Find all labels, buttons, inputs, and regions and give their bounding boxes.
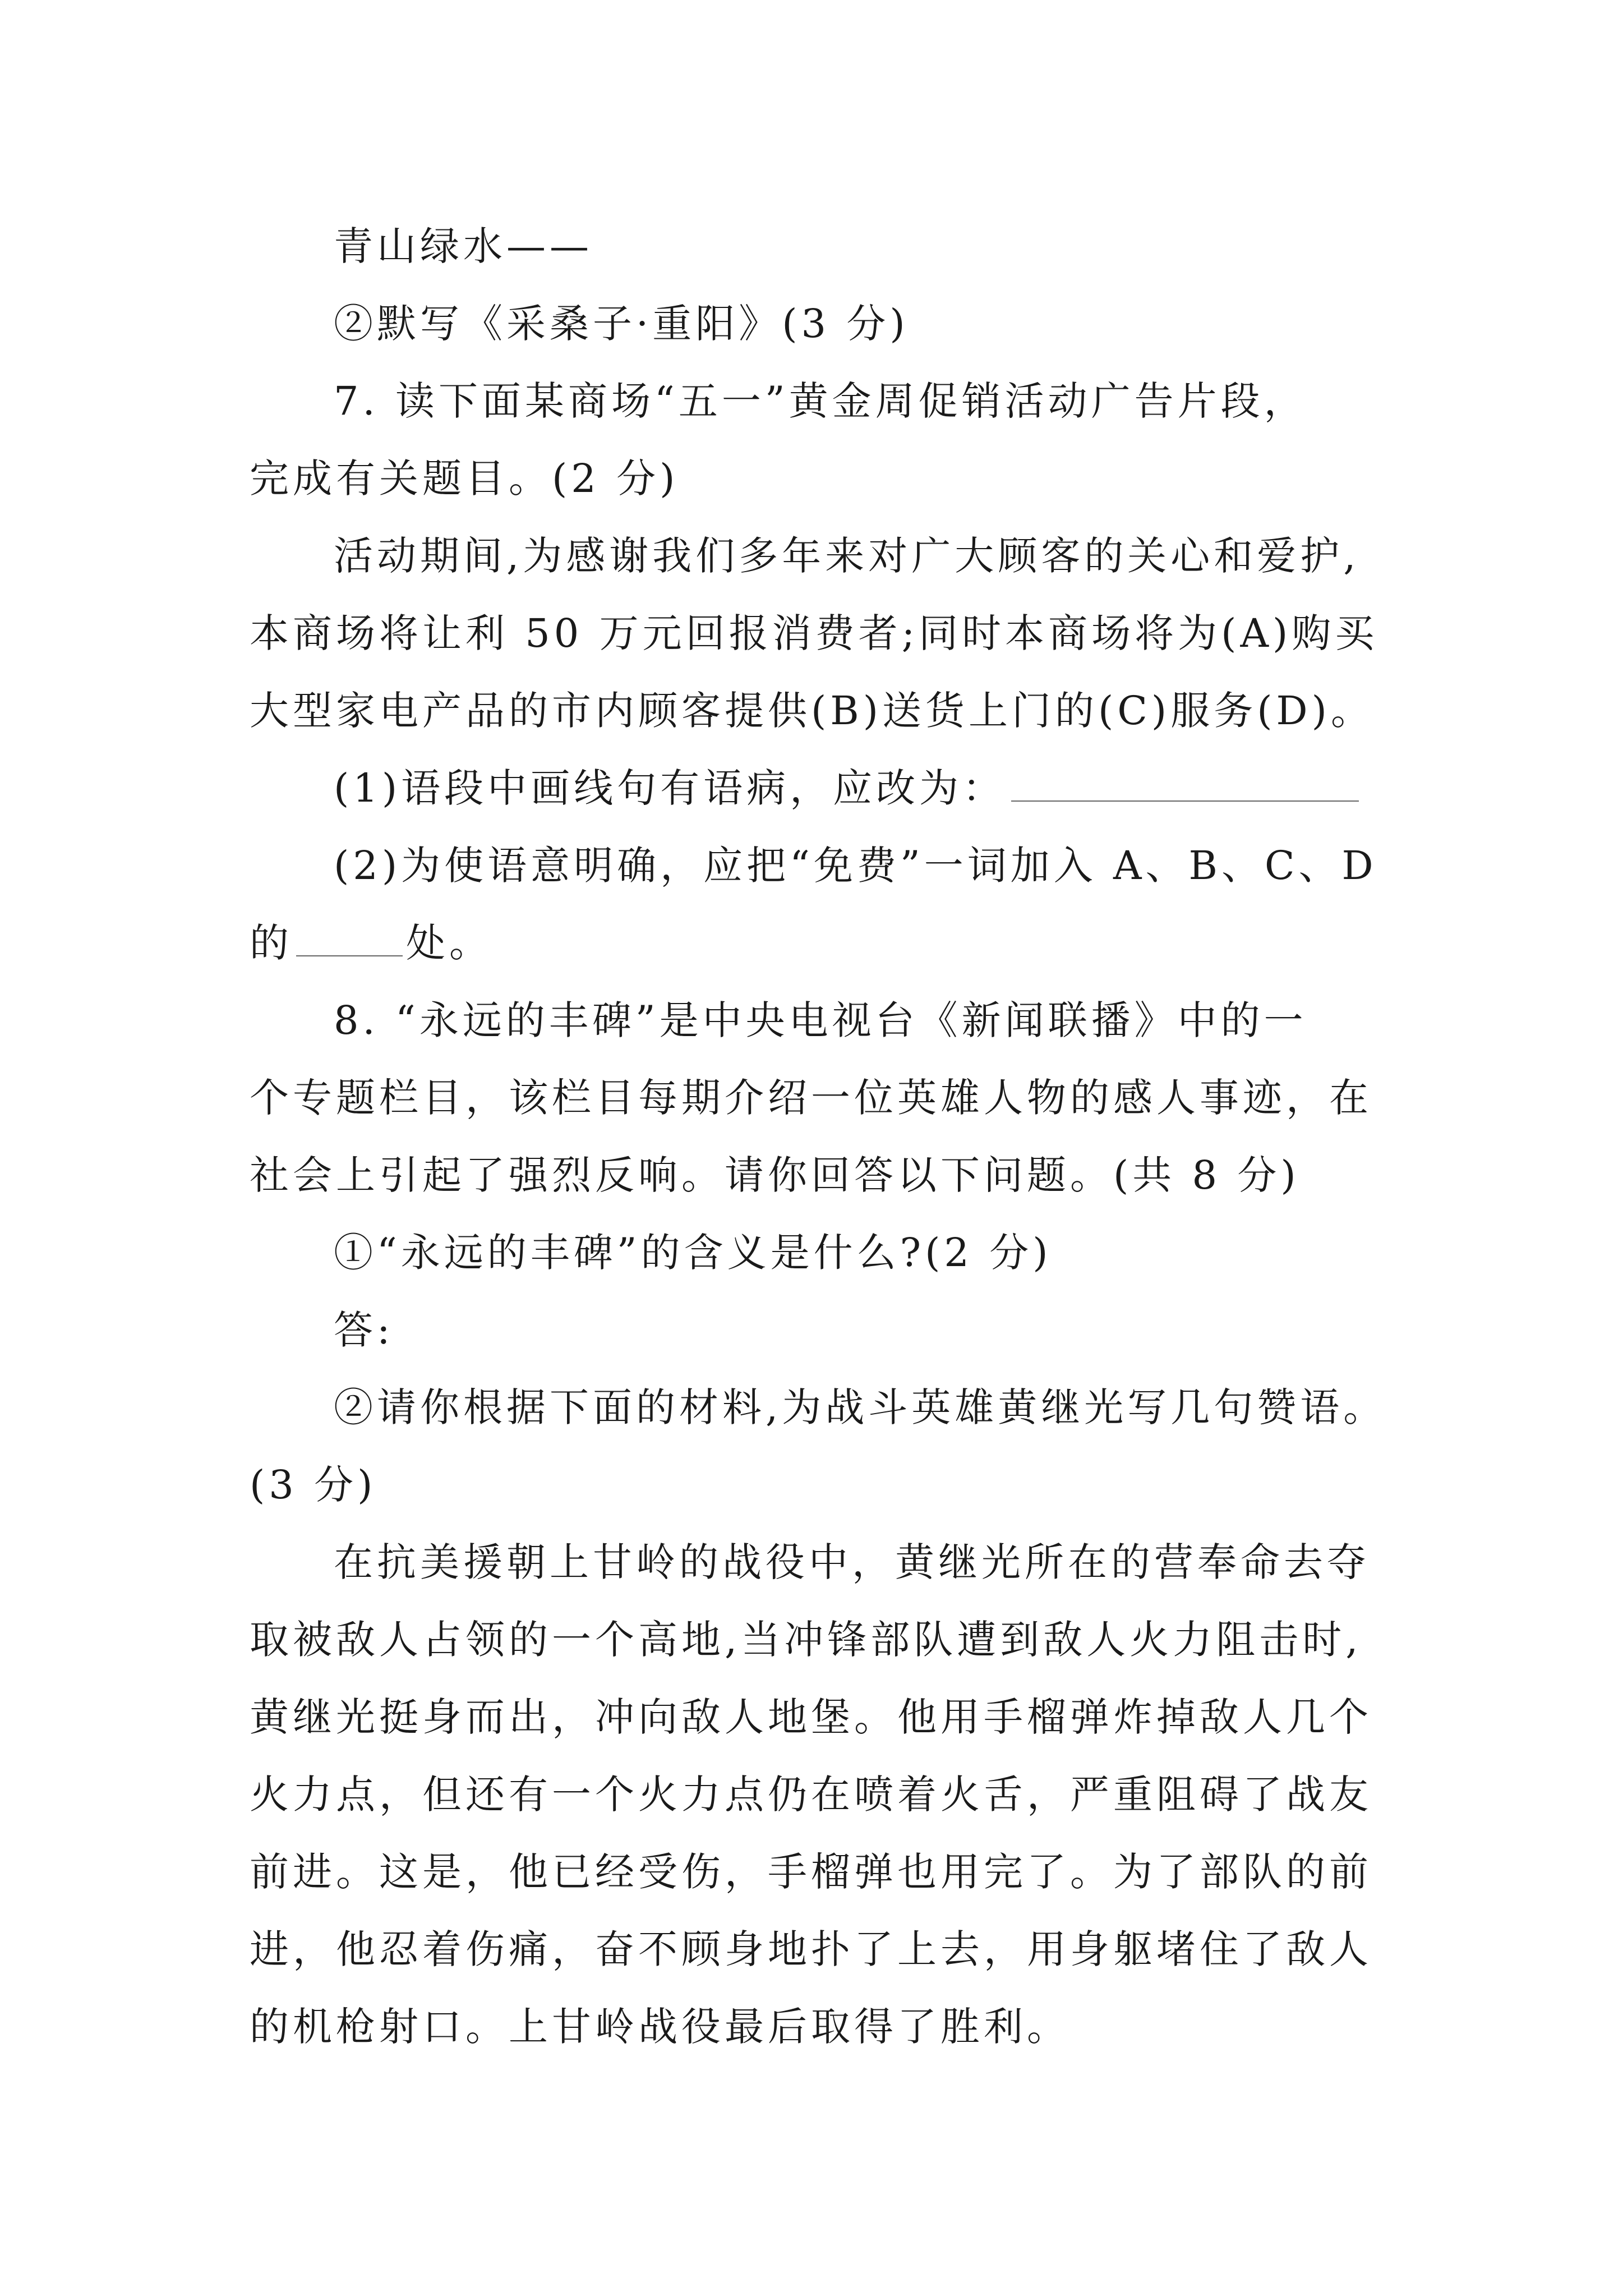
answer-label: 答: <box>334 1307 394 1353</box>
question-7-line: 7. 读下面某商场“五一”黄金周促销活动广告片段， <box>334 378 1307 424</box>
text-line: 社会上引起了强烈反响。请你回答以下问题。(共 8 分) <box>250 1152 1300 1198</box>
text-line: 完成有关题目。(2 分) <box>250 455 679 501</box>
text-line: 个专题栏目，该栏目每期介绍一位英雄人物的感人事迹，在 <box>250 1075 1372 1121</box>
ad-text-line: 本商场将让利 50 万元回报消费者;同时本商场将为(A)购买 <box>250 610 1378 656</box>
text-line: ②默写《采桑子·重阳》(3 分) <box>334 301 909 347</box>
answer-blank[interactable] <box>1011 769 1359 802</box>
subquestion-2-line: (2)为使语意明确，应把“免费”一词加入 A、B、C、D <box>334 843 1377 889</box>
material-text-line: 的机枪射口。上甘岭战役最后取得了胜利。 <box>250 2004 1070 2050</box>
subquestion-line: ②请你根据下面的材料,为战斗英雄黄继光写几句赞语。 <box>334 1384 1387 1430</box>
document-body <box>250 208 1387 2065</box>
text-fragment: 处。 <box>406 920 492 966</box>
question-8-line: 8. “永远的丰碑”是中央电视台《新闻联播》中的一 <box>334 997 1307 1043</box>
material-text-line: 黄继光挺身而出，冲向敌人地堡。他用手榴弹炸掉敌人几个 <box>250 1694 1372 1740</box>
subquestion-1-line <box>250 749 1382 827</box>
material-text-line: 进，他忍着伤痛，奋不顾身地扑了上去，用身躯堵住了敌人 <box>250 1926 1372 1972</box>
subquestion-line: ①“永远的丰碑”的含义是什么?(2 分) <box>334 1230 1052 1276</box>
text-fragment: 的 <box>250 920 293 966</box>
material-text-line: 火力点，但还有一个火力点仍在喷着火舌，严重阻碍了战友 <box>250 1772 1372 1818</box>
subquestion-1-text: (1)语段中画线句有语病，应改为： <box>334 765 1006 811</box>
answer-blank[interactable] <box>296 924 403 956</box>
material-text-line: 在抗美援朝上甘岭的战役中，黄继光所在的营奉命去夺 <box>334 1539 1370 1585</box>
ad-text-line: 活动期间,为感谢我们多年来对广大顾客的关心和爱护, <box>334 533 1360 579</box>
material-text-line: 取被敌人占领的一个高地,当冲锋部队遭到敌人火力阻击时, <box>250 1617 1362 1663</box>
material-text-line: 前进。这是，他已经受伤，手榴弹也用完了。为了部队的前 <box>250 1849 1372 1895</box>
text-line: (3 分) <box>250 1462 377 1508</box>
subquestion-2-continuation <box>250 904 1382 982</box>
ad-text-line: 大型家电产品的市内顾客提供(B)送货上门的(C)服务(D)。 <box>250 688 1374 734</box>
text-line: 青山绿水—— <box>334 223 593 269</box>
